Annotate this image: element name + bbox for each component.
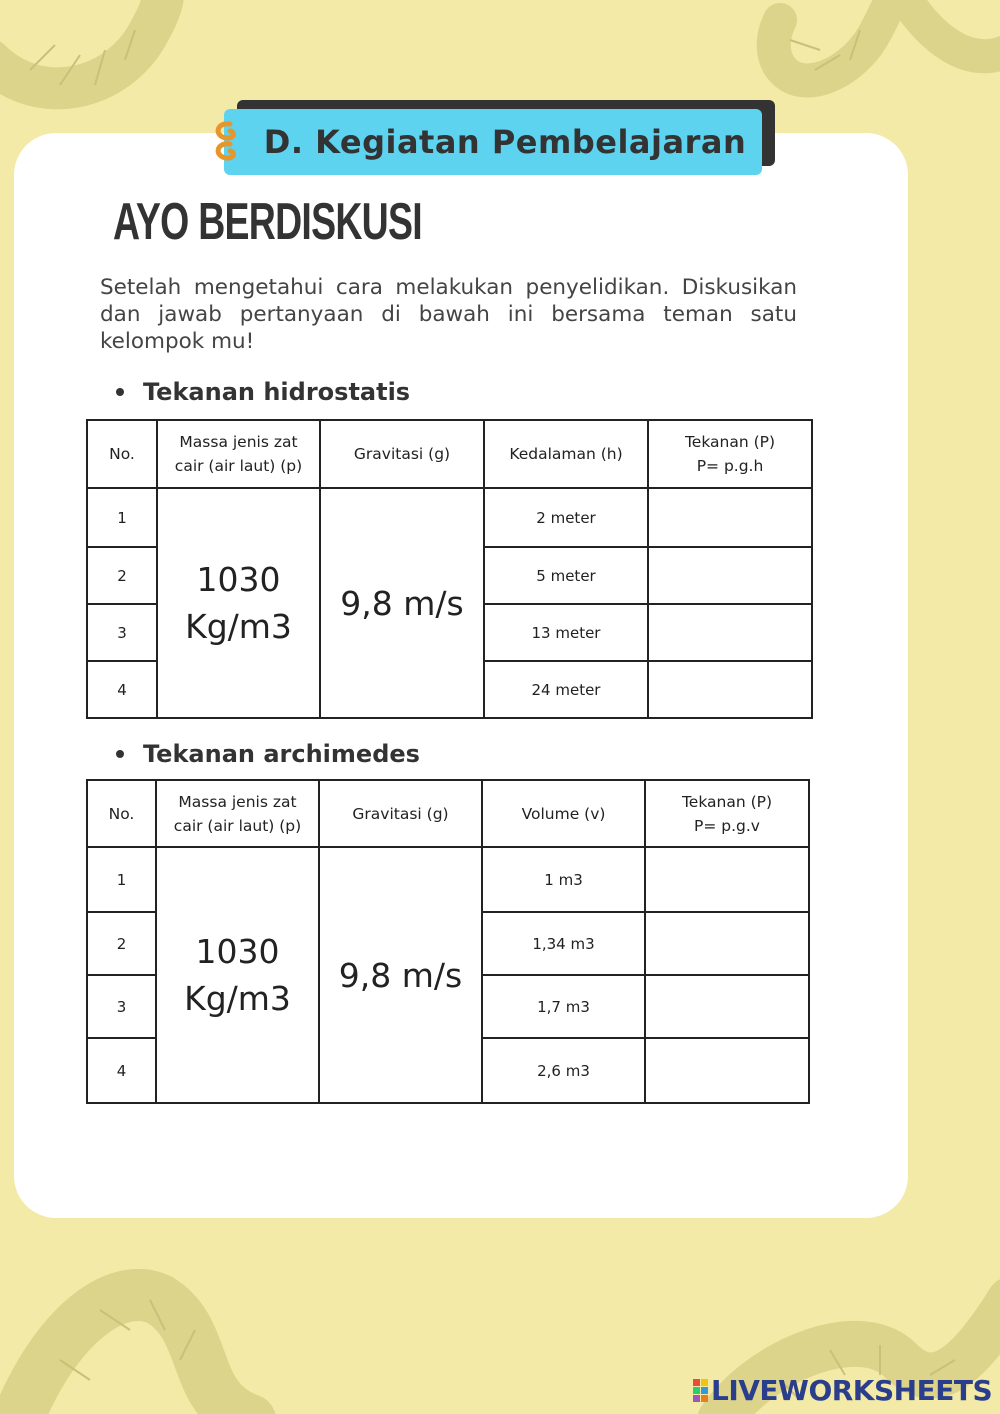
depth-value: 2 meter [484, 488, 648, 547]
section2-title-text: Tekanan archimedes [143, 740, 420, 768]
header-volume: Volume (v) [482, 780, 645, 847]
logo-mark-icon [693, 1379, 708, 1402]
density-value: 1030 [195, 932, 280, 971]
header-pressure [645, 780, 809, 847]
row-number: 1 [87, 488, 157, 547]
bullet-icon [116, 750, 124, 758]
depth-value: 24 meter [484, 661, 648, 718]
table-header-row [87, 780, 809, 847]
answer-field[interactable] [645, 912, 809, 975]
volume-value: 1 m3 [482, 847, 645, 912]
header-no: No. [87, 420, 157, 488]
row-number: 4 [87, 661, 157, 718]
volume-value: 1,34 m3 [482, 912, 645, 975]
density-value: 1030 [196, 560, 281, 599]
header-depth: Kedalaman (h) [484, 420, 648, 488]
header-pressure [648, 420, 812, 488]
banner-title: D. Kegiatan Pembelajaran [263, 123, 747, 161]
answer-field[interactable] [648, 488, 812, 547]
row-number: 3 [87, 975, 156, 1038]
row-number: 4 [87, 1038, 156, 1103]
section2-title [116, 740, 420, 768]
header-pressure-label: Tekanan (P) [684, 433, 776, 451]
row-number: 1 [87, 847, 156, 912]
density-unit: Kg/m3 [185, 607, 292, 646]
header-pressure-formula: P= p.g.v [694, 816, 760, 835]
row-number: 3 [87, 604, 157, 661]
table-row [87, 488, 812, 547]
section1-title [116, 378, 410, 406]
intro-paragraph: Setelah mengetahui cara melakukan penyelidikan. Diskusikan dan jawab pertanyaan di bawah ini bersama teman satu kelompok mu! [100, 275, 797, 354]
header-pressure-label: Tekanan (P) [681, 792, 773, 811]
depth-value: 5 meter [484, 547, 648, 604]
answer-field[interactable] [645, 847, 809, 912]
header-density: Massa jenis zat cair (air laut) (p) [156, 780, 319, 847]
row-number: 2 [87, 547, 157, 604]
section1-title-text: Tekanan hidrostatis [143, 378, 411, 406]
density-unit: Kg/m3 [184, 979, 291, 1018]
answer-field[interactable] [648, 604, 812, 661]
answer-field[interactable] [645, 1038, 809, 1103]
answer-field[interactable] [645, 975, 809, 1038]
gravity-cell: 9,8 m/s [319, 847, 482, 1103]
depth-value: 13 meter [484, 604, 648, 661]
answer-field[interactable] [648, 661, 812, 718]
density-cell [157, 488, 320, 718]
header-no: No. [87, 780, 156, 847]
density-cell [156, 847, 319, 1103]
answer-field[interactable] [648, 547, 812, 604]
volume-value: 2,6 m3 [482, 1038, 645, 1103]
liveworksheets-logo[interactable] [693, 1374, 992, 1407]
hydrostatic-table [86, 419, 813, 719]
header-gravity: Gravitasi (g) [319, 780, 482, 847]
table-row [87, 847, 809, 912]
page-heading: AYO BERDISKUSI [113, 193, 422, 251]
binder-clip-icon [208, 118, 242, 168]
gravity-cell: 9,8 m/s [320, 488, 484, 718]
header-density: Massa jenis zat cair (air laut) (p) [157, 420, 320, 488]
row-number: 2 [87, 912, 156, 975]
volume-value: 1,7 m3 [482, 975, 645, 1038]
header-pressure-formula: P= p.g.h [696, 457, 764, 475]
section-banner [224, 109, 762, 175]
header-gravity: Gravitasi (g) [320, 420, 484, 488]
bullet-icon [116, 388, 124, 396]
logo-text: LIVEWORKSHEETS [711, 1374, 993, 1407]
table-header-row [87, 420, 812, 488]
archimedes-table [86, 779, 810, 1104]
